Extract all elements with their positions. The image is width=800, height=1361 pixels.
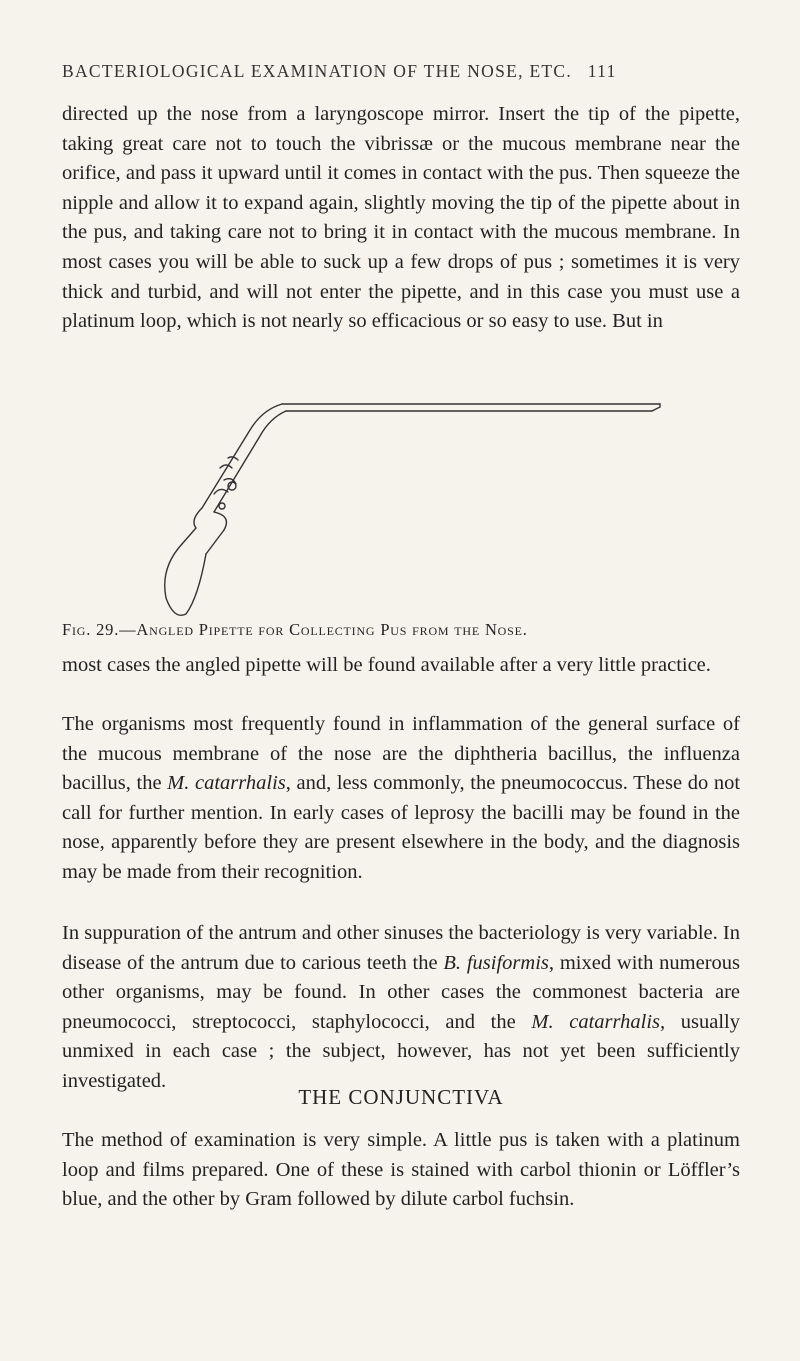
running-head [62,61,740,82]
section-heading: THE CONJUNCTIVA [298,1085,504,1109]
running-head-title: BACTERIOLOGICAL EXAMINATION OF THE NOSE, ETC. [62,61,573,81]
paragraph-5: The method of examination is very simple. A little pus is taken with a platinum loop and films prepared. One of these is stained with carbol thionin or Löffler’s blue, and the other by Gram followed by dilute carbol fuchsin. [62,1129,740,1211]
paragraph-3-text-b: , and, less commonly, the pneumococcus. These do not call for further mention. In early cases of leprosy the bacilli may be found in the nose, apparently before they are present elsewhere in the body, and the diagnosis may be made from their recognition. [62,772,741,883]
paragraph-4-text-b: , mixed with numerous other organisms, may be found. In other cases the commonest bacteria are pneumococci, streptococci, staphylococci, and the [62,951,741,1033]
paragraph-3-italic: M. catarrhalis [167,772,286,795]
paragraph-3-text-a: The organisms most frequently found in inflammation of the general surface of the mucous membrane of the nose are the diphtheria bacillus, the influenza bacillus, the [62,713,740,795]
page-number: 111 [587,61,617,81]
angled-pipette-illustration [162,398,722,620]
paragraph-4-italic-1: B. fusiformis [443,951,549,974]
paragraph-2: most cases the angled pipette will be found available after a very little practice. [62,654,711,676]
paragraph-4 [62,919,740,1097]
paragraph-3 [62,710,740,888]
paragraph-4-text-c: , usually unmixed in each case ; the subject, however, has not yet been sufficiently investigated. [62,1010,741,1092]
paragraph-1: directed up the nose from a laryngoscope mirror. Insert the tip of the pipette, taking great care not to touch the vibrissæ or the mucous membrane near the orifice, and pass it upward until it comes in contact with the pus. Then squeeze the nipple and allow it to expand again, slightly moving the tip of the pipette about in the pus, and taking care not to bring it in contact with the mucous membrane. In most cases you will be able to suck up a few drops of pus ; sometimes it is very thick and turbid, and will not enter the pipette, and in this case you must use a platinum loop, which is not nearly so efficacious or so easy to use. But in [62,103,740,333]
pipette-figure [162,398,722,620]
paragraph-4-italic-2: M. catarrhalis [531,1010,660,1033]
figure-caption [62,620,740,640]
paragraph-4-text-a: In suppuration of the antrum and other sinuses the bacteriology is very variable. In disease of the antrum due to carious teeth the [62,922,740,974]
figure-caption-text: Fig. 29.—Angled Pipette for Collecting Pus from the Nose. [62,620,528,639]
